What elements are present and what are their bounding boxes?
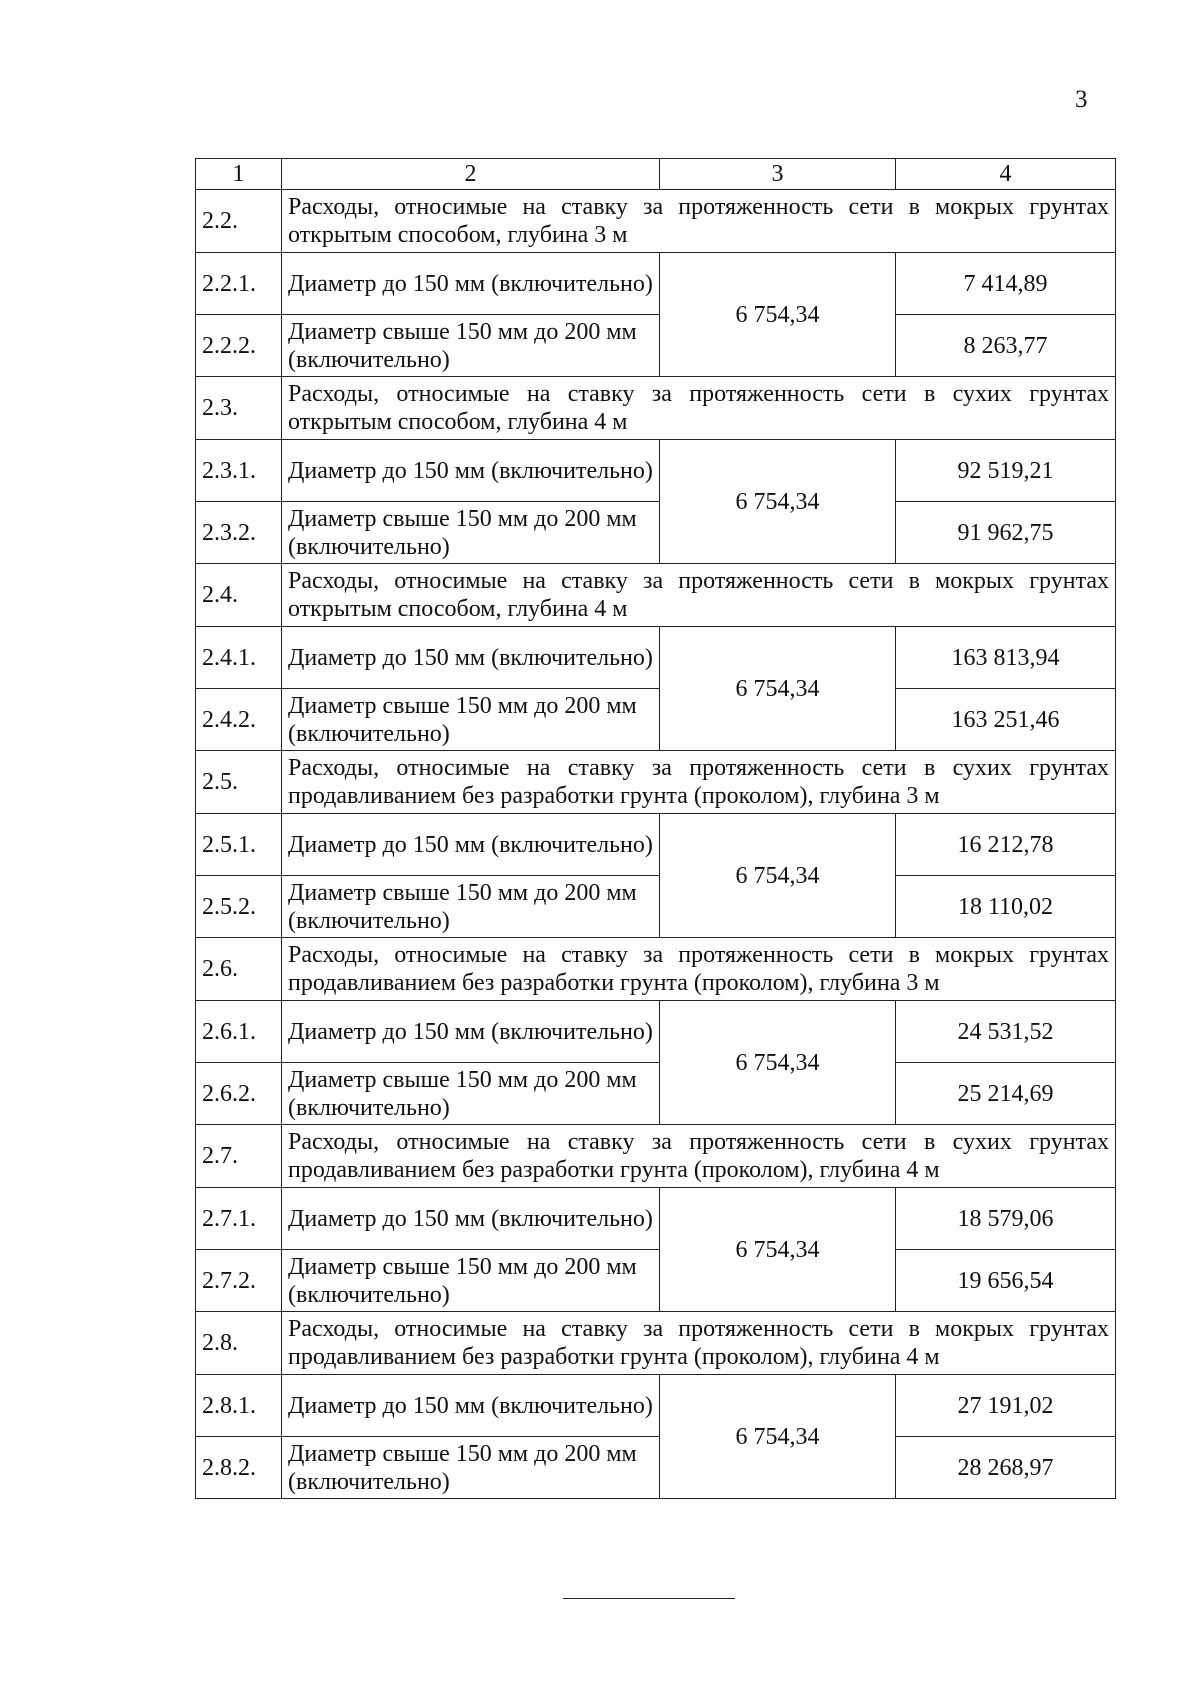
item-description: Диаметр свыше 150 мм до 200 мм (включительно)	[282, 315, 660, 377]
item-value: 7 414,89	[896, 253, 1116, 315]
item-value: 92 519,21	[896, 440, 1116, 502]
item-description: Диаметр до 150 мм (включительно)	[282, 627, 660, 689]
item-value: 91 962,75	[896, 502, 1116, 564]
item-number: 2.3.2.	[196, 502, 282, 564]
item-description: Диаметр до 150 мм (включительно)	[282, 440, 660, 502]
item-number: 2.7.1.	[196, 1188, 282, 1250]
item-number: 2.3.1.	[196, 440, 282, 502]
item-value: 18 579,06	[896, 1188, 1116, 1250]
item-value: 18 110,02	[896, 876, 1116, 938]
table-row	[196, 1063, 1116, 1125]
table-row	[196, 1250, 1116, 1312]
column-header-3: 3	[660, 159, 896, 190]
item-value: 19 656,54	[896, 1250, 1116, 1312]
section-number: 2.6.	[196, 938, 282, 1001]
item-number: 2.4.2.	[196, 689, 282, 751]
item-description: Диаметр до 150 мм (включительно)	[282, 814, 660, 876]
table-row	[196, 876, 1116, 938]
section-title: Расходы, относимые на ставку за протяженность сети в сухих грунтах открытым способом, глубина 4 м	[282, 377, 1116, 440]
table-row	[196, 1188, 1116, 1250]
item-value: 27 191,02	[896, 1375, 1116, 1437]
section-row	[196, 938, 1116, 1001]
rate-value: 6 754,34	[660, 1375, 896, 1499]
tariff-table	[195, 158, 1116, 1499]
item-number: 2.2.1.	[196, 253, 282, 315]
rate-value: 6 754,34	[660, 1188, 896, 1312]
table-row	[196, 253, 1116, 315]
section-title: Расходы, относимые на ставку за протяженность сети в мокрых грунтах продавливанием без разработки грунта (проколом), глубина 3 м	[282, 938, 1116, 1001]
table-row	[196, 502, 1116, 564]
section-title: Расходы, относимые на ставку за протяженность сети в мокрых грунтах открытым способом, глубина 4 м	[282, 564, 1116, 627]
item-number: 2.8.2.	[196, 1437, 282, 1499]
item-value: 24 531,52	[896, 1001, 1116, 1063]
item-description: Диаметр свыше 150 мм до 200 мм (включительно)	[282, 876, 660, 938]
section-number: 2.7.	[196, 1125, 282, 1188]
item-value: 8 263,77	[896, 315, 1116, 377]
item-number: 2.6.1.	[196, 1001, 282, 1063]
section-row	[196, 751, 1116, 814]
item-description: Диаметр до 150 мм (включительно)	[282, 1188, 660, 1250]
column-header-4: 4	[896, 159, 1116, 190]
item-value: 28 268,97	[896, 1437, 1116, 1499]
section-title: Расходы, относимые на ставку за протяженность сети в сухих грунтах продавливанием без разработки грунта (проколом), глубина 3 м	[282, 751, 1116, 814]
item-description: Диаметр свыше 150 мм до 200 мм (включительно)	[282, 1250, 660, 1312]
item-number: 2.6.2.	[196, 1063, 282, 1125]
section-number: 2.2.	[196, 190, 282, 253]
rate-value: 6 754,34	[660, 440, 896, 564]
item-number: 2.5.2.	[196, 876, 282, 938]
item-description: Диаметр свыше 150 мм до 200 мм (включительно)	[282, 1063, 660, 1125]
rate-value: 6 754,34	[660, 814, 896, 938]
section-row	[196, 1125, 1116, 1188]
table-header-row	[196, 159, 1116, 190]
item-description: Диаметр до 150 мм (включительно)	[282, 1375, 660, 1437]
footer-rule	[563, 1598, 735, 1599]
table-row	[196, 689, 1116, 751]
section-title: Расходы, относимые на ставку за протяженность сети в сухих грунтах продавливанием без разработки грунта (проколом), глубина 4 м	[282, 1125, 1116, 1188]
table-row	[196, 627, 1116, 689]
item-number: 2.8.1.	[196, 1375, 282, 1437]
section-title: Расходы, относимые на ставку за протяженность сети в мокрых грунтах открытым способом, глубина 3 м	[282, 190, 1116, 253]
section-number: 2.4.	[196, 564, 282, 627]
section-row	[196, 377, 1116, 440]
rate-value: 6 754,34	[660, 253, 896, 377]
item-description: Диаметр до 150 мм (включительно)	[282, 253, 660, 315]
item-number: 2.5.1.	[196, 814, 282, 876]
column-header-2: 2	[282, 159, 660, 190]
section-row	[196, 564, 1116, 627]
item-number: 2.4.1.	[196, 627, 282, 689]
item-value: 163 813,94	[896, 627, 1116, 689]
item-description: Диаметр свыше 150 мм до 200 мм (включительно)	[282, 502, 660, 564]
section-row	[196, 1312, 1116, 1375]
tariff-table-body	[196, 159, 1116, 1499]
item-value: 16 212,78	[896, 814, 1116, 876]
section-row	[196, 190, 1116, 253]
section-title: Расходы, относимые на ставку за протяженность сети в мокрых грунтах продавливанием без разработки грунта (проколом), глубина 4 м	[282, 1312, 1116, 1375]
table-row	[196, 814, 1116, 876]
item-value: 163 251,46	[896, 689, 1116, 751]
item-description: Диаметр до 150 мм (включительно)	[282, 1001, 660, 1063]
table-row	[196, 440, 1116, 502]
column-header-1: 1	[196, 159, 282, 190]
item-description: Диаметр свыше 150 мм до 200 мм (включительно)	[282, 689, 660, 751]
item-number: 2.2.2.	[196, 315, 282, 377]
item-description: Диаметр свыше 150 мм до 200 мм (включительно)	[282, 1437, 660, 1499]
item-value: 25 214,69	[896, 1063, 1116, 1125]
item-number: 2.7.2.	[196, 1250, 282, 1312]
section-number: 2.3.	[196, 377, 282, 440]
page-number: 3	[1075, 86, 1088, 113]
table-row	[196, 1437, 1116, 1499]
section-number: 2.8.	[196, 1312, 282, 1375]
section-number: 2.5.	[196, 751, 282, 814]
table-row	[196, 1375, 1116, 1437]
rate-value: 6 754,34	[660, 627, 896, 751]
table-row	[196, 1001, 1116, 1063]
rate-value: 6 754,34	[660, 1001, 896, 1125]
table-row	[196, 315, 1116, 377]
